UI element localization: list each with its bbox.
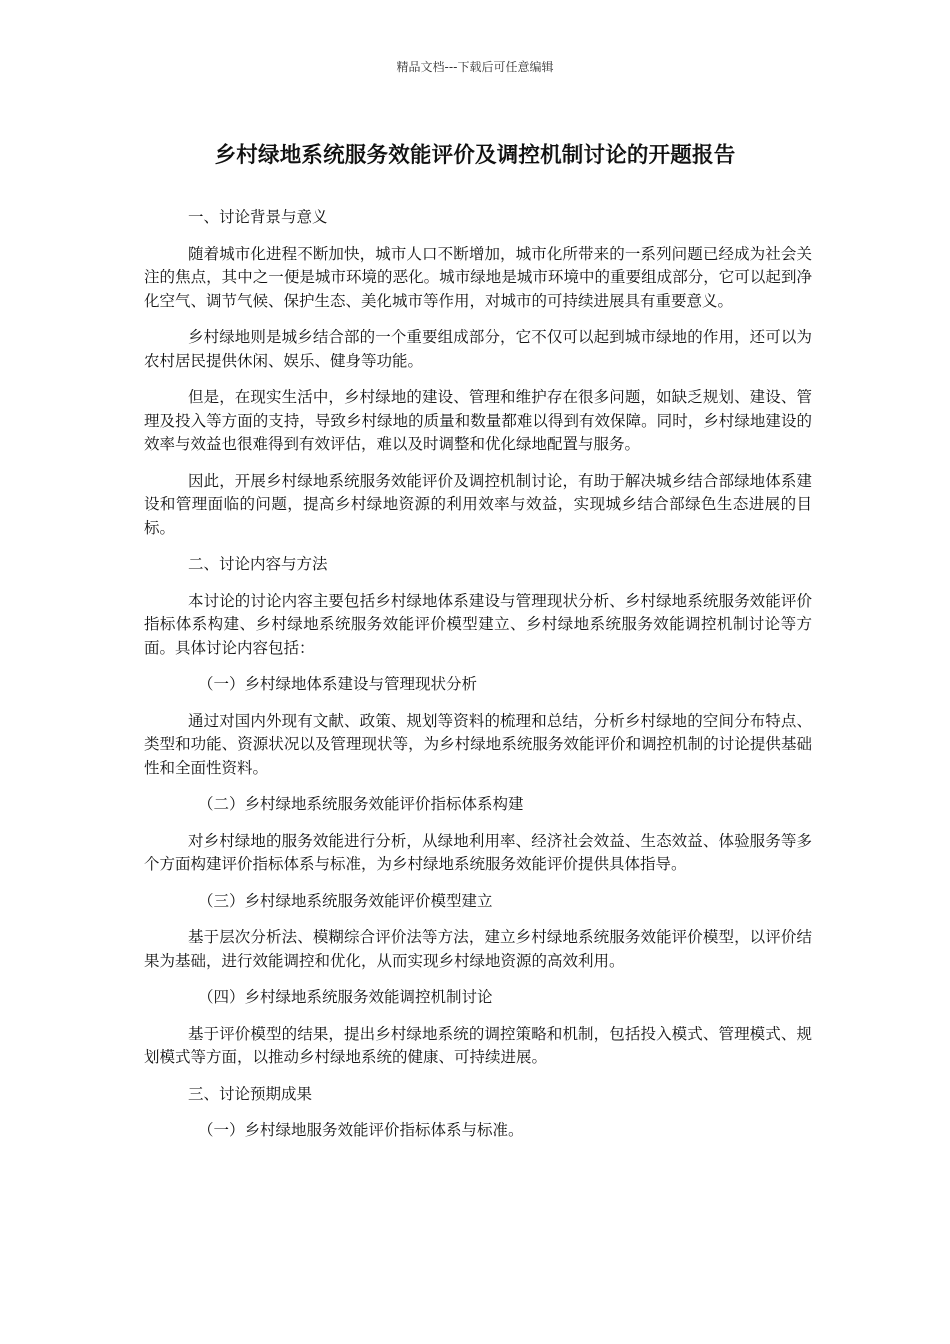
paragraph-regulation-mechanism: 基于评价模型的结果，提出乡村绿地系统的调控策略和机制，包括投入模式、管理模式、规划模式等方面，以推动乡村绿地系统的健康、可持续进展。 — [144, 1024, 812, 1066]
subheading-regulation-mechanism: （四）乡村绿地系统服务效能调控机制讨论 — [198, 988, 493, 1006]
paragraph-problems: 但是，在现实生活中，乡村绿地的建设、管理和维护存在很多问题，如缺乏规划、建设、管理及投入等方面的支持，导致乡村绿地的质量和数量都难以得到有效保障。同时，乡村绿地建设的效率与效益也很难得到有效评估，难以及时调整和优化绿地配置与服务。 — [144, 388, 812, 453]
section-heading-background: 一、讨论背景与意义 — [188, 208, 328, 226]
document-body — [144, 206, 812, 1156]
paragraph-status-analysis: 通过对国内外现有文献、政策、规划等资料的梳理和总结，分析乡村绿地的空间分布特点、类型和功能、资源状况以及管理现状等，为乡村绿地系统服务效能评价和调控机制的讨论提供基础性和全面性资料。 — [144, 711, 812, 777]
document-title: 乡村绿地系统服务效能评价及调控机制讨论的开题报告 — [214, 143, 736, 168]
paragraph-urbanization: 随着城市化进程不断加快，城市人口不断增加，城市化所带来的一系列问题已经成为社会关注的焦点，其中之一便是城市环境的恶化。城市绿地是城市环境中的重要组成部分，它可以起到净化空气、调节气候、保护生态、美化城市等作用，对城市的可持续进展具有重要意义。 — [144, 244, 812, 310]
section-heading-expected-results: 三、讨论预期成果 — [188, 1084, 313, 1103]
paragraph-indicator-system: 对乡村绿地的服务效能进行分析，从绿地利用率、经济社会效益、生态效益、体验服务等多个方面构建评价指标体系与标准，为乡村绿地系统服务效能评价提供具体指导。 — [144, 831, 812, 873]
paragraph-evaluation-model: 基于层次分析法、模糊综合评价法等方法，建立乡村绿地系统服务效能评价模型，以评价结果为基础，进行效能调控和优化，从而实现乡村绿地资源的高效利用。 — [144, 928, 812, 970]
subheading-status-analysis: （一）乡村绿地体系建设与管理现状分析 — [198, 675, 478, 693]
subheading-expected-indicator: （一）乡村绿地服务效能评价指标体系与标准。 — [198, 1121, 524, 1139]
subheading-indicator-system: （二）乡村绿地系统服务效能评价指标体系构建 — [198, 795, 524, 813]
paragraph-significance: 因此，开展乡村绿地系统服务效能评价及调控机制讨论，有助于解决城乡结合部绿地体系建设和管理面临的问题，提高乡村绿地资源的利用效率与效益，实现城乡结合部绿色生态进展的目标。 — [144, 471, 812, 537]
page-header-note: 精品文档---下载后可任意编辑 — [396, 60, 554, 74]
paragraph-content-overview: 本讨论的讨论内容主要包括乡村绿地体系建设与管理现状分析、乡村绿地系统服务效能评价指标体系构建、乡村绿地系统服务效能评价模型建立、乡村绿地系统服务效能调控机制讨论等方面。具体讨论内容包括： — [144, 591, 812, 657]
section-heading-content-methods: 二、讨论内容与方法 — [188, 555, 328, 573]
subheading-evaluation-model: （三）乡村绿地系统服务效能评价模型建立 — [198, 891, 493, 910]
paragraph-rural-green-role: 乡村绿地则是城乡结合部的一个重要组成部分，它不仅可以起到城市绿地的作用，还可以为农村居民提供休闲、娱乐、健身等功能。 — [144, 328, 812, 370]
